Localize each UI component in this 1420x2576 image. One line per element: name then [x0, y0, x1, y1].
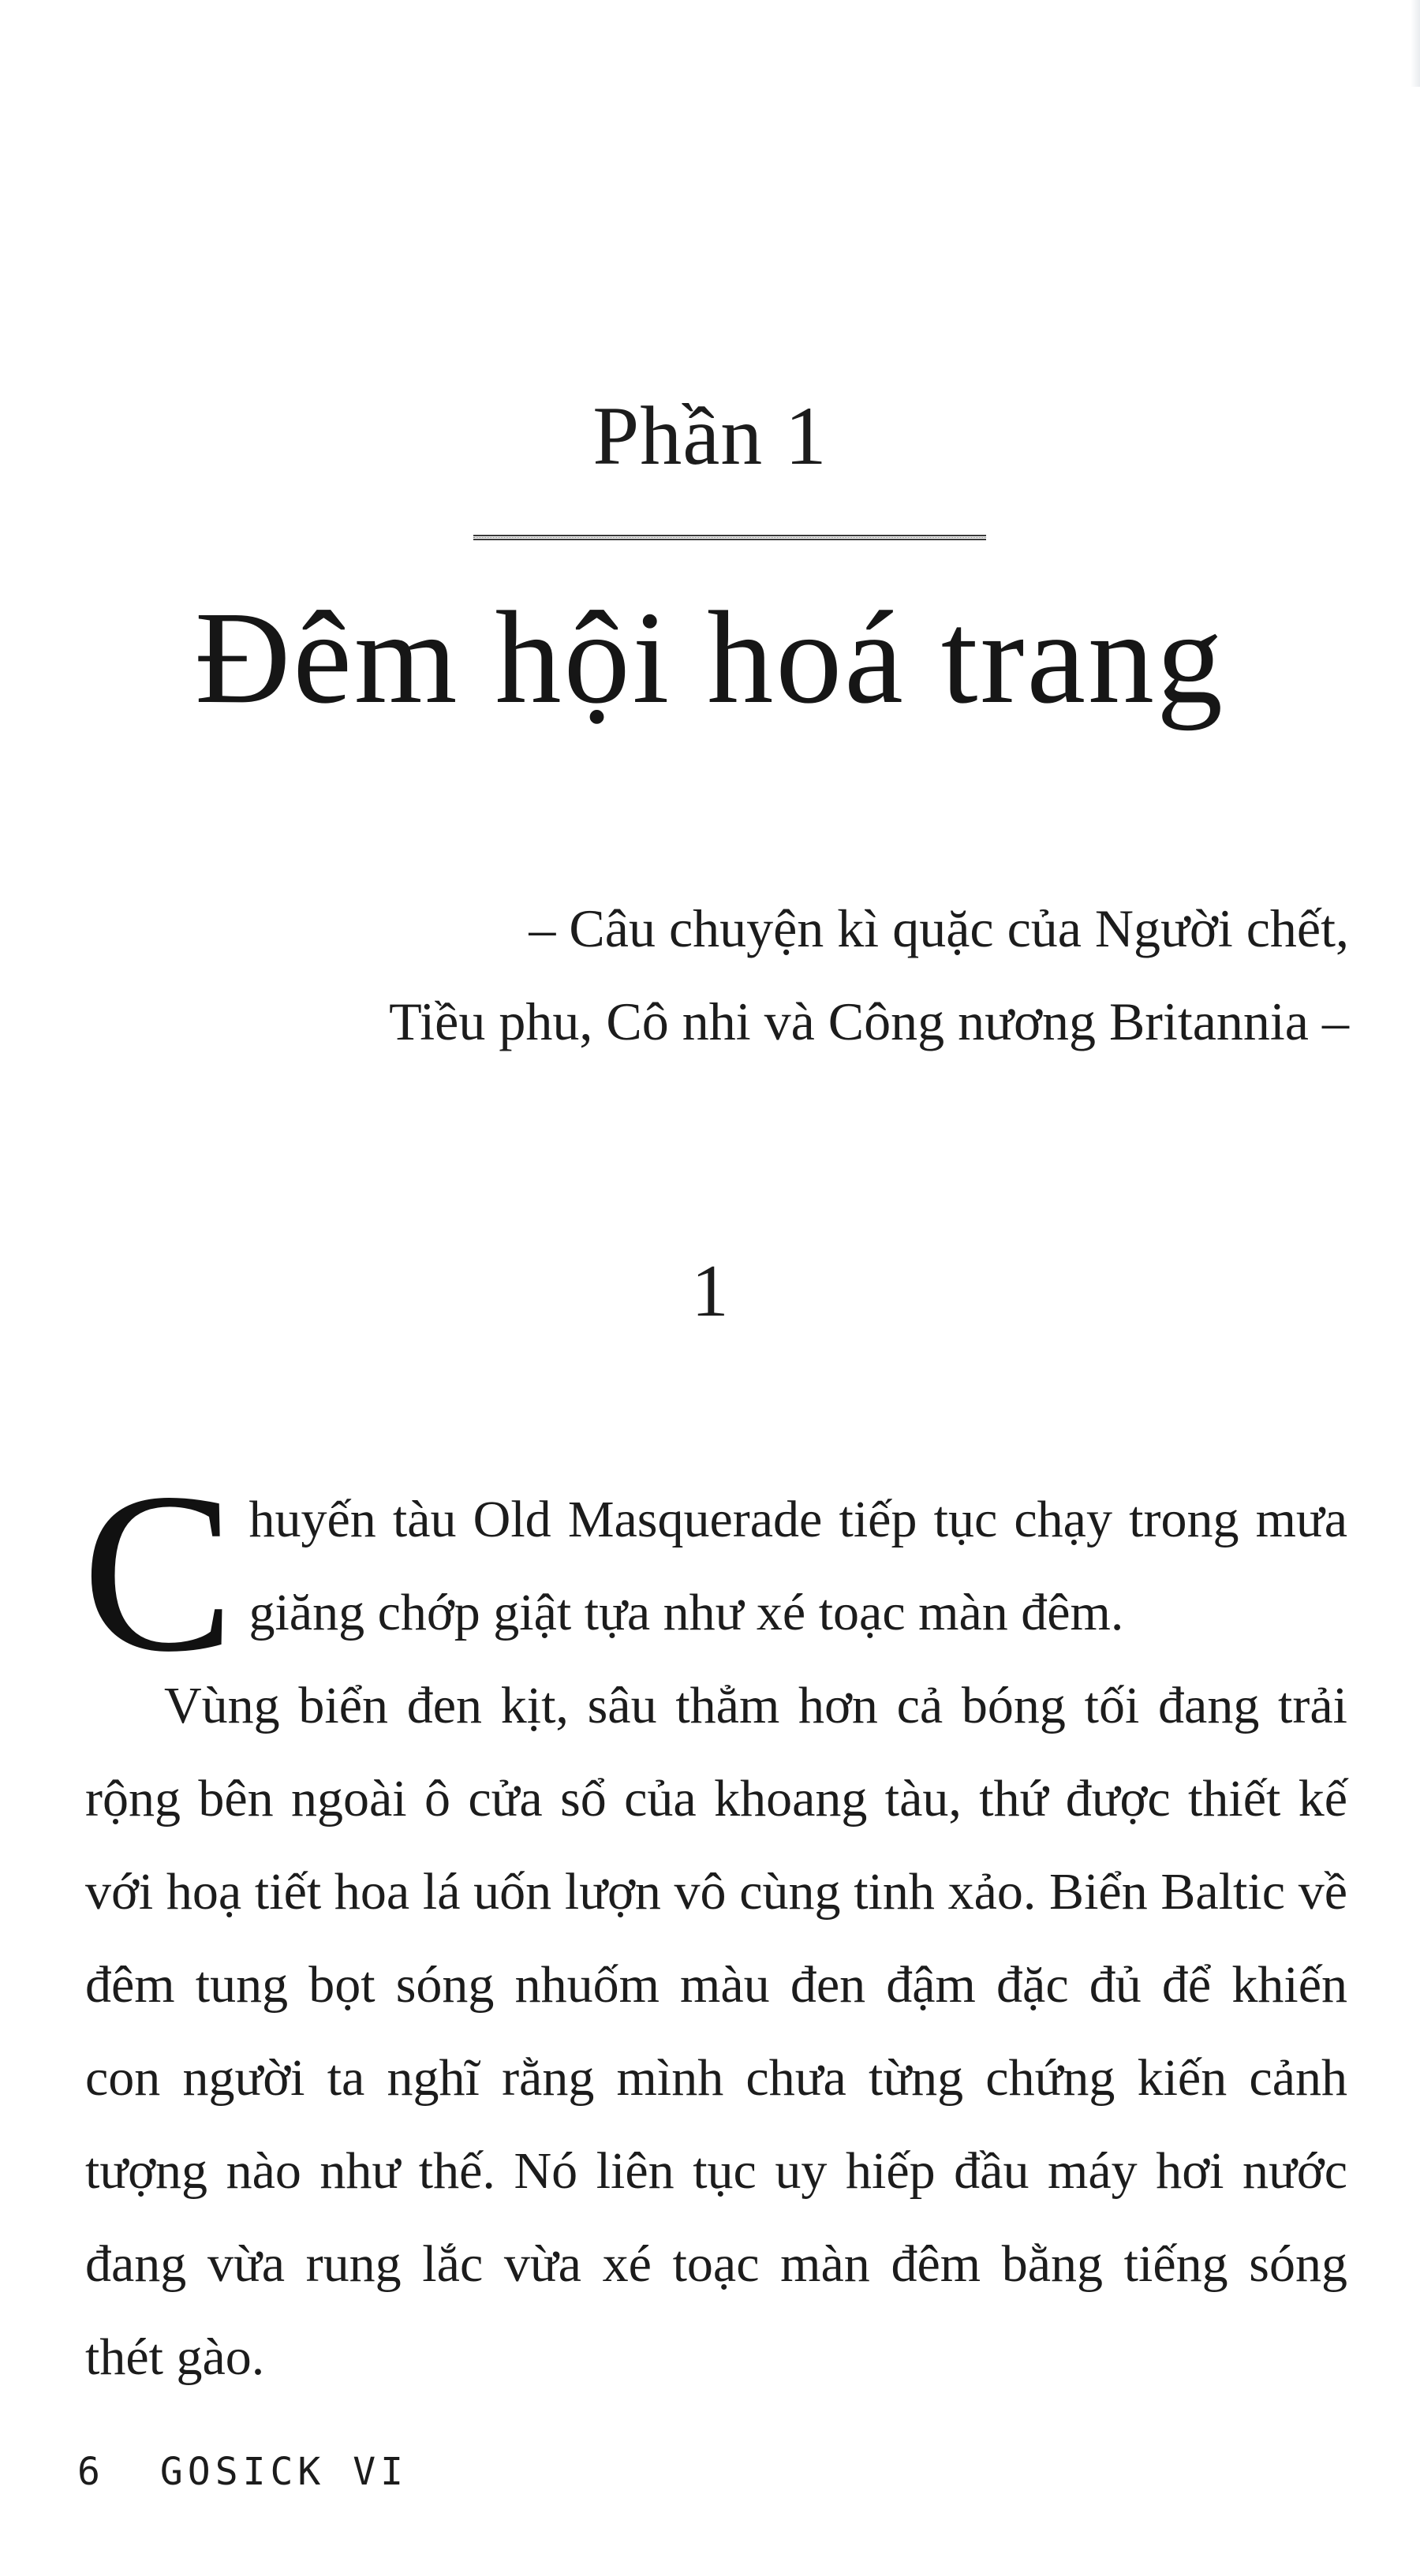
paragraph-2: Vùng biển đen kịt, sâu thẳm hơn cả bóng tối đang trải rộng bên ngoài ô cửa sổ của khoang tàu, thứ được thiết kế với hoạ tiết hoa lá uốn lượn vô cùng tinh xảo. Biển Baltic về đêm tung bọt sóng nhuốm màu đen đậm đặc đủ để khiến con người ta nghĩ rằng mình chưa từng chứng kiến cảnh tượng nào như thế. Nó liên tục uy hiếp đầu máy hơi nước đang vừa rung lắc vừa xé toạc màn đêm bằng tiếng sóng thét gào.: [85, 1677, 1347, 2386]
title-divider: [473, 535, 986, 540]
page-footer: [77, 2450, 408, 2494]
running-title: GOSICK VI: [159, 2450, 408, 2494]
subtitle-line-1: – Câu chuyện kì quặc của Người chết,: [529, 898, 1349, 958]
part-subtitle: [245, 882, 1349, 1068]
paragraph-1: [82, 1446, 1347, 1699]
paragraph-1-text: huyến tàu Old Masquerade tiếp tục chạy trong mưa giăng chớp giật tựa như xé toạc màn đêm.: [248, 1491, 1347, 1641]
page-edge-shadow: [1411, 0, 1420, 87]
chapter-body: [82, 1446, 1347, 2404]
subtitle-line-2: Tiều phu, Cô nhi và Công nương Britannia –: [389, 991, 1349, 1051]
page-number: 6: [77, 2450, 105, 2494]
drop-cap: C: [82, 1446, 235, 1699]
part-label: Phần 1: [592, 390, 828, 482]
part-title: Đêm hội hoá trang: [195, 584, 1225, 731]
chapter-number: 1: [691, 1250, 729, 1332]
